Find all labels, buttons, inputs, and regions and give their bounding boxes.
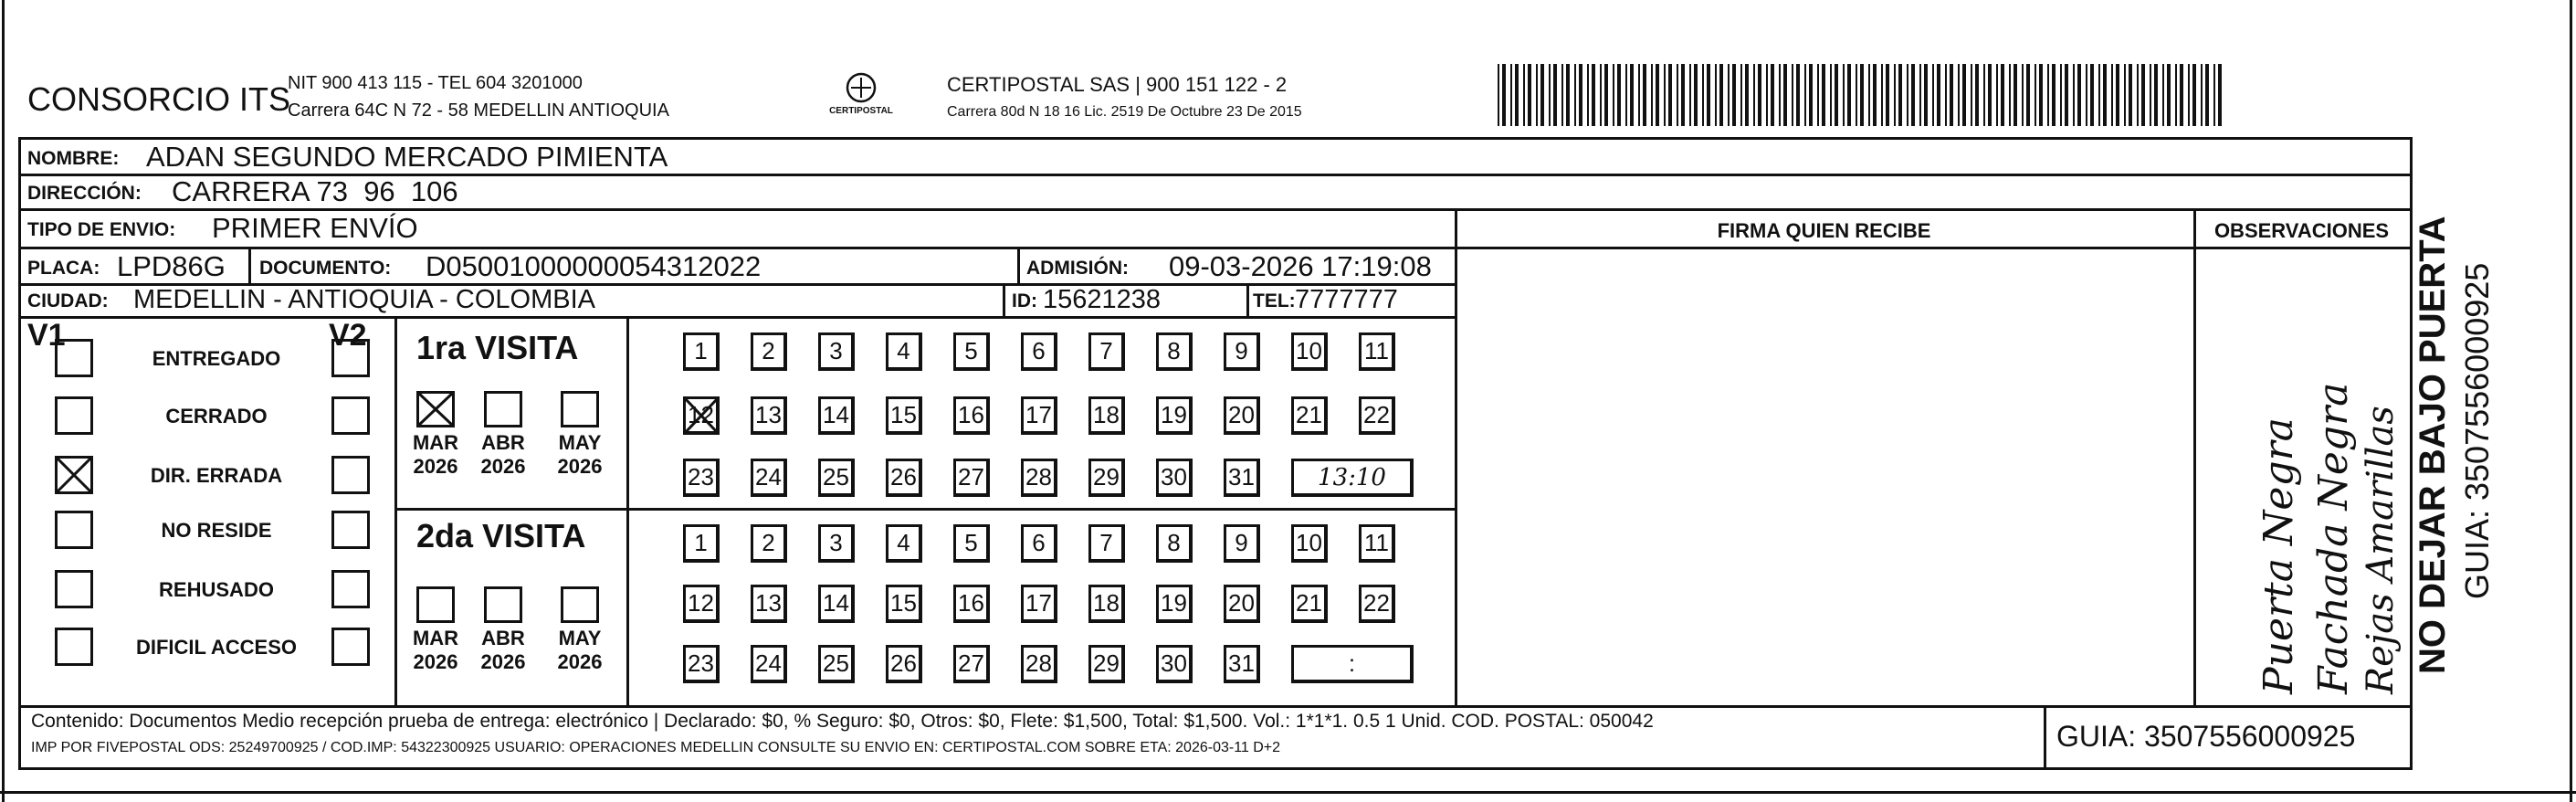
carrier-line-1: CERTIPOSTAL SAS | 900 151 122 - 2	[947, 73, 1288, 96]
barcode-bar	[1561, 64, 1563, 126]
barcode-bar	[1549, 64, 1551, 126]
v1-checkbox[interactable]	[55, 570, 93, 608]
barcode-bar	[2218, 64, 2222, 126]
barcode-bar	[2098, 64, 2100, 126]
barcode-bar	[1536, 64, 1538, 126]
no-dejar-bajo-puerta: NO DEJAR BAJO PUERTA	[2413, 216, 2453, 674]
day-box[interactable]: 2	[751, 332, 787, 371]
day-box[interactable]: 6	[1021, 332, 1057, 371]
barcode-bar	[2213, 64, 2215, 126]
barcode-bar	[2201, 64, 2203, 126]
barcode-bar	[1932, 64, 1934, 126]
day-box[interactable]: 11	[1359, 332, 1395, 371]
col-line-firma	[1455, 208, 1457, 705]
month-label: MAR	[412, 627, 459, 649]
status-option-label: DIFICIL ACCESO	[135, 636, 297, 659]
day-box[interactable]: 13	[751, 585, 787, 623]
row-line-6	[394, 508, 1455, 511]
first-visit-title: 1ra VISITA	[416, 329, 579, 366]
col-line-guia	[2044, 705, 2046, 767]
barcode-bar	[1510, 64, 1512, 126]
barcode-bar	[1528, 64, 1531, 126]
col-line-status	[394, 316, 397, 705]
barcode-bar	[2154, 64, 2158, 126]
col-line-left	[18, 137, 21, 767]
barcode-bar	[2175, 64, 2177, 126]
v1-label: V1	[27, 318, 66, 353]
barcode-bar	[2150, 64, 2151, 126]
barcode-bar	[1668, 64, 1672, 126]
month-checkbox[interactable]	[561, 586, 599, 623]
month-checkbox[interactable]	[416, 586, 455, 623]
day-box[interactable]: 17	[1021, 396, 1057, 435]
nombre-label: NOMBRE:	[27, 148, 120, 169]
day-box[interactable]: 31	[1224, 459, 1260, 497]
observacion-handwritten-2: Fachada Negra	[2310, 382, 2357, 694]
barcode-bar	[2205, 64, 2209, 126]
second-visit-title: 2da VISITA	[416, 517, 586, 554]
barcode-bar	[1822, 64, 1825, 126]
status-option-label: DIR. ERRADA	[150, 464, 283, 487]
admision-label: ADMISIÓN:	[1026, 258, 1129, 279]
barcode-bar	[1625, 64, 1627, 126]
ciudad-label: CIUDAD:	[27, 290, 109, 311]
company-line-1: NIT 900 413 115 - TEL 604 3201000	[288, 73, 583, 93]
barcode-bar	[2077, 64, 2081, 126]
year-label: 2026	[413, 650, 458, 673]
col-line-placa	[248, 247, 251, 283]
barcode-bar	[1817, 64, 1819, 126]
barcode-bar	[1681, 64, 1685, 126]
day-box[interactable]: 25	[818, 459, 855, 497]
barcode-bar	[1604, 64, 1608, 126]
barcode-bar	[1753, 64, 1755, 126]
barcode-bar	[1860, 64, 1864, 126]
barcode-bar	[1856, 64, 1857, 126]
v2-checkbox[interactable]	[331, 628, 370, 666]
barcode-bar	[2192, 64, 2196, 126]
day-box[interactable]: 16	[953, 396, 990, 435]
observacion-handwritten-3: Rejas Amarillas	[2360, 406, 2402, 694]
day-box[interactable]: 10	[1291, 332, 1328, 371]
barcode-bar	[1498, 64, 1499, 126]
day-box[interactable]: 9	[1224, 524, 1260, 563]
firma-header: FIRMA QUIEN RECIBE	[1717, 219, 1931, 242]
day-box[interactable]: 20	[1224, 396, 1260, 435]
id-label: ID:	[1012, 290, 1037, 311]
barcode-bar	[1540, 64, 1544, 126]
time-box[interactable]: 13:10	[1291, 459, 1414, 497]
day-box[interactable]: 12	[683, 396, 720, 435]
barcode-bar	[2013, 64, 2017, 126]
barcode-bar	[1950, 64, 1953, 126]
nombre-value: ADAN SEGUNDO MERCADO PIMIENTA	[146, 141, 668, 173]
logo-text: CERTIPOSTAL	[829, 106, 893, 116]
barcode-bar	[2086, 64, 2087, 126]
col-line-obs	[2193, 208, 2196, 705]
barcode-bar	[1630, 64, 1634, 126]
status-option-label: ENTREGADO	[152, 347, 281, 370]
direccion-value: CARRERA 73 96 106	[172, 175, 458, 207]
day-box[interactable]: 27	[953, 459, 990, 497]
day-box[interactable]: 21	[1291, 396, 1328, 435]
v1-checkbox[interactable]	[55, 456, 93, 494]
barcode-bar	[1898, 64, 1902, 126]
tel-value: 7777777	[1295, 285, 1398, 314]
barcode-bar	[1911, 64, 1915, 126]
day-box[interactable]: 26	[886, 459, 922, 497]
barcode-bar	[1792, 64, 1793, 126]
placa-label: PLACA:	[27, 258, 100, 279]
day-box[interactable]: 15	[886, 396, 922, 435]
v2-checkbox[interactable]	[331, 570, 370, 608]
row-line-5	[18, 316, 1455, 319]
day-box[interactable]: 21	[1291, 585, 1328, 623]
carrier-line-2: Carrera 80d N 18 16 Lic. 2519 De Octubre 23 De 2015	[947, 104, 1302, 120]
imp-text: IMP POR FIVEPOSTAL ODS: 25249700925 / COD.IMP: 54322300925 USUARIO: OPERACIONES MEDELLIN CONSULTE SU ENVIO EN: CERTIPOSTAL.COM SOBRE ETA: 2026-03-11 D+2	[31, 740, 1281, 755]
day-box[interactable]: 28	[1021, 645, 1057, 683]
day-box[interactable]: 6	[1021, 524, 1057, 563]
barcode-bar	[1758, 64, 1761, 126]
row-line-2	[18, 208, 2413, 211]
day-box[interactable]: 26	[886, 645, 922, 683]
documento-label: DOCUMENTO:	[259, 258, 392, 279]
company-line-2: Carrera 64C N 72 - 58 MEDELLIN ANTIOQUIA	[288, 100, 669, 121]
barcode-bar	[1830, 64, 1832, 126]
barcode-bar	[2090, 64, 2094, 126]
v1-checkbox[interactable]	[55, 511, 93, 549]
day-box[interactable]: 24	[751, 645, 787, 683]
barcode-bar	[1664, 64, 1666, 126]
barcode-bar	[1515, 64, 1519, 126]
barcode-bar	[2180, 64, 2183, 126]
day-box[interactable]: 27	[953, 645, 990, 683]
barcode-bar	[1766, 64, 1768, 126]
barcode-bar	[1502, 64, 1506, 126]
barcode-bar	[1613, 64, 1614, 126]
direccion-label: DIRECCIÓN:	[27, 183, 142, 204]
barcode-bar	[1847, 64, 1851, 126]
id-value: 15621238	[1043, 285, 1162, 314]
barcode-bar	[1988, 64, 1992, 126]
day-box[interactable]: 23	[683, 645, 720, 683]
barcode-bar	[2039, 64, 2043, 126]
barcode-bar	[1945, 64, 1947, 126]
day-box[interactable]: 19	[1156, 585, 1193, 623]
day-box[interactable]: 28	[1021, 459, 1057, 497]
barcode-bar	[2116, 64, 2119, 126]
day-box[interactable]: 4	[886, 332, 922, 371]
ciudad-value: MEDELLIN - ANTIOQUIA - COLOMBIA	[133, 285, 595, 314]
month-label: MAY	[558, 627, 602, 649]
observacion-handwritten-1: Puerta Negra	[2255, 417, 2302, 694]
row-line-footer	[18, 705, 2413, 708]
barcode-bar	[1694, 64, 1698, 126]
day-box[interactable]: 3	[818, 524, 855, 563]
day-box[interactable]: 23	[683, 459, 720, 497]
guia-footer: GUIA: 3507556000925	[2056, 720, 2356, 753]
day-box[interactable]: 16	[953, 585, 990, 623]
certipostal-logo	[811, 69, 911, 124]
barcode-bar	[1566, 64, 1570, 126]
barcode-bar	[2188, 64, 2190, 126]
v1-checkbox[interactable]	[55, 628, 93, 666]
barcode-bar	[1894, 64, 1896, 126]
day-box[interactable]: 18	[1088, 585, 1125, 623]
day-box[interactable]: 8	[1156, 524, 1193, 563]
barcode-bar	[1600, 64, 1602, 126]
barcode-bar	[1745, 64, 1749, 126]
day-box[interactable]: 7	[1088, 524, 1125, 563]
barcode-bar	[1962, 64, 1966, 126]
frame-right-edge	[2570, 0, 2572, 802]
company-name: CONSORCIO ITS	[27, 80, 291, 118]
day-box[interactable]: 12	[683, 585, 720, 623]
year-label: 2026	[480, 650, 526, 673]
admision-value: 09-03-2026 17:19:08	[1169, 250, 1432, 282]
day-box[interactable]: 2	[751, 524, 787, 563]
barcode-bar	[1975, 64, 1979, 126]
row-line-bottom	[18, 767, 2413, 770]
day-box[interactable]: 22	[1359, 585, 1395, 623]
day-box[interactable]: 14	[818, 585, 855, 623]
day-box[interactable]: 20	[1224, 585, 1260, 623]
tel-label: TEL:	[1253, 290, 1296, 311]
barcode-bar	[2060, 64, 2062, 126]
barcode-bar	[1702, 64, 1704, 126]
status-option-label: CERRADO	[165, 405, 268, 427]
barcode-bar	[1715, 64, 1717, 126]
month-checkbox[interactable]	[416, 391, 455, 427]
month-label: MAR	[412, 431, 459, 454]
barcode-bar	[1868, 64, 1870, 126]
barcode-bar	[2035, 64, 2036, 126]
contenido-text: Contenido: Documentos Medio recepción prueba de entrega: electrónico | Declarado: $0, % Seguro: $0, Otros: $0, Flete: $1,500, Total: $1,500. Vol.: 1*1*1. 0.5 1 Unid. COD. POSTAL: 050042	[31, 711, 1654, 732]
day-box[interactable]: 10	[1291, 524, 1328, 563]
barcode-bar	[1919, 64, 1921, 126]
row-line-3	[18, 247, 2413, 249]
barcode	[1498, 64, 2228, 126]
barcode-bar	[1732, 64, 1736, 126]
barcode-bar	[1740, 64, 1742, 126]
barcode-bar	[1523, 64, 1525, 126]
day-box[interactable]: 24	[751, 459, 787, 497]
day-box[interactable]: 17	[1021, 585, 1057, 623]
tipo-envio-label: TIPO DE ENVIO:	[27, 219, 176, 240]
day-box[interactable]: 1	[683, 332, 720, 371]
barcode-bar	[2047, 64, 2049, 126]
day-box[interactable]: 29	[1088, 645, 1125, 683]
barcode-bar	[1587, 64, 1589, 126]
month-checkbox[interactable]	[484, 586, 522, 623]
month-label: ABR	[481, 627, 525, 649]
month-label: ABR	[481, 431, 525, 454]
barcode-bar	[2022, 64, 2024, 126]
barcode-bar	[1728, 64, 1730, 126]
barcode-bar	[1592, 64, 1595, 126]
status-option-label: NO RESIDE	[161, 519, 272, 542]
day-box[interactable]: 3	[818, 332, 855, 371]
barcode-bar	[1809, 64, 1813, 126]
barcode-bar	[1719, 64, 1723, 126]
v2-checkbox[interactable]	[331, 396, 370, 435]
v2-checkbox[interactable]	[331, 339, 370, 377]
guia-vertical: GUIA: 3507556000925	[2458, 262, 2496, 599]
day-box[interactable]: 8	[1156, 332, 1193, 371]
day-box[interactable]: 1	[683, 524, 720, 563]
barcode-bar	[2001, 64, 2004, 126]
barcode-bar	[2167, 64, 2171, 126]
month-label: MAY	[558, 431, 602, 454]
month-checkbox[interactable]	[561, 391, 599, 427]
day-box[interactable]: 30	[1156, 645, 1193, 683]
day-box[interactable]: 4	[886, 524, 922, 563]
barcode-bar	[1707, 64, 1710, 126]
col-line-id	[1003, 283, 1005, 316]
day-box[interactable]: 7	[1088, 332, 1125, 371]
barcode-bar	[1656, 64, 1659, 126]
barcode-bar	[1924, 64, 1928, 126]
barcode-bar	[1958, 64, 1960, 126]
col-line-months	[626, 316, 629, 705]
v2-checkbox[interactable]	[331, 456, 370, 494]
barcode-bar	[1843, 64, 1845, 126]
frame-left-edge	[2, 0, 5, 802]
barcode-bar	[1873, 64, 1877, 126]
placa-value: LPD86G	[117, 250, 226, 282]
day-box[interactable]: 19	[1156, 396, 1193, 435]
barcode-bar	[1677, 64, 1678, 126]
barcode-bar	[1783, 64, 1787, 126]
barcode-bar	[2065, 64, 2068, 126]
day-box[interactable]: 15	[886, 585, 922, 623]
barcode-bar	[1553, 64, 1557, 126]
barcode-bar	[2103, 64, 2107, 126]
barcode-bar	[2111, 64, 2113, 126]
barcode-bar	[1579, 64, 1582, 126]
day-box[interactable]: 18	[1088, 396, 1125, 435]
barcode-bar	[2137, 64, 2139, 126]
barcode-bar	[2124, 64, 2126, 126]
barcode-bar	[2026, 64, 2030, 126]
barcode-bar	[1971, 64, 1972, 126]
barcode-bar	[2141, 64, 2145, 126]
row-line-top	[18, 137, 2413, 140]
col-line-tel	[1246, 283, 1249, 316]
year-label: 2026	[557, 455, 603, 478]
barcode-bar	[2129, 64, 2132, 126]
year-label: 2026	[557, 650, 603, 673]
day-box[interactable]: 5	[953, 524, 990, 563]
day-box[interactable]: 14	[818, 396, 855, 435]
barcode-bar	[1638, 64, 1640, 126]
month-checkbox[interactable]	[484, 391, 522, 427]
year-label: 2026	[480, 455, 526, 478]
barcode-bar	[2009, 64, 2011, 126]
barcode-bar	[1983, 64, 1985, 126]
v2-label: V2	[329, 318, 367, 353]
day-box[interactable]: 31	[1224, 645, 1260, 683]
barcode-bar	[1643, 64, 1646, 126]
tipo-envio-value: PRIMER ENVÍO	[212, 212, 418, 244]
day-box[interactable]: 22	[1359, 396, 1395, 435]
day-box[interactable]: 29	[1088, 459, 1125, 497]
day-box[interactable]: 25	[818, 645, 855, 683]
barcode-bar	[1937, 64, 1940, 126]
barcode-bar	[1771, 64, 1774, 126]
col-line-admision	[1017, 247, 1020, 283]
barcode-bar	[1907, 64, 1908, 126]
v2-checkbox[interactable]	[331, 511, 370, 549]
barcode-bar	[2052, 64, 2056, 126]
barcode-bar	[2073, 64, 2075, 126]
barcode-bar	[2162, 64, 2164, 126]
v1-checkbox[interactable]	[55, 339, 93, 377]
time-box[interactable]: :	[1291, 645, 1414, 683]
day-box[interactable]: 30	[1156, 459, 1193, 497]
status-option-label: REHUSADO	[159, 578, 274, 601]
frame-bottom-edge	[0, 791, 2576, 794]
day-box[interactable]: 9	[1224, 332, 1260, 371]
barcode-bar	[1835, 64, 1838, 126]
observaciones-header: OBSERVACIONES	[2213, 219, 2390, 242]
barcode-bar	[1779, 64, 1781, 126]
barcode-bar	[1881, 64, 1883, 126]
barcode-bar	[1651, 64, 1653, 126]
documento-value: D05001000000054312022	[426, 250, 762, 282]
year-label: 2026	[413, 455, 458, 478]
barcode-bar	[1886, 64, 1889, 126]
day-box[interactable]: 13	[751, 396, 787, 435]
barcode-bar	[1574, 64, 1576, 126]
v1-checkbox[interactable]	[55, 396, 93, 435]
day-box[interactable]: 5	[953, 332, 990, 371]
barcode-bar	[1804, 64, 1806, 126]
barcode-bar	[1796, 64, 1800, 126]
barcode-bar	[1617, 64, 1621, 126]
barcode-bar	[1689, 64, 1691, 126]
barcode-bar	[1996, 64, 1998, 126]
day-box[interactable]: 11	[1359, 524, 1395, 563]
